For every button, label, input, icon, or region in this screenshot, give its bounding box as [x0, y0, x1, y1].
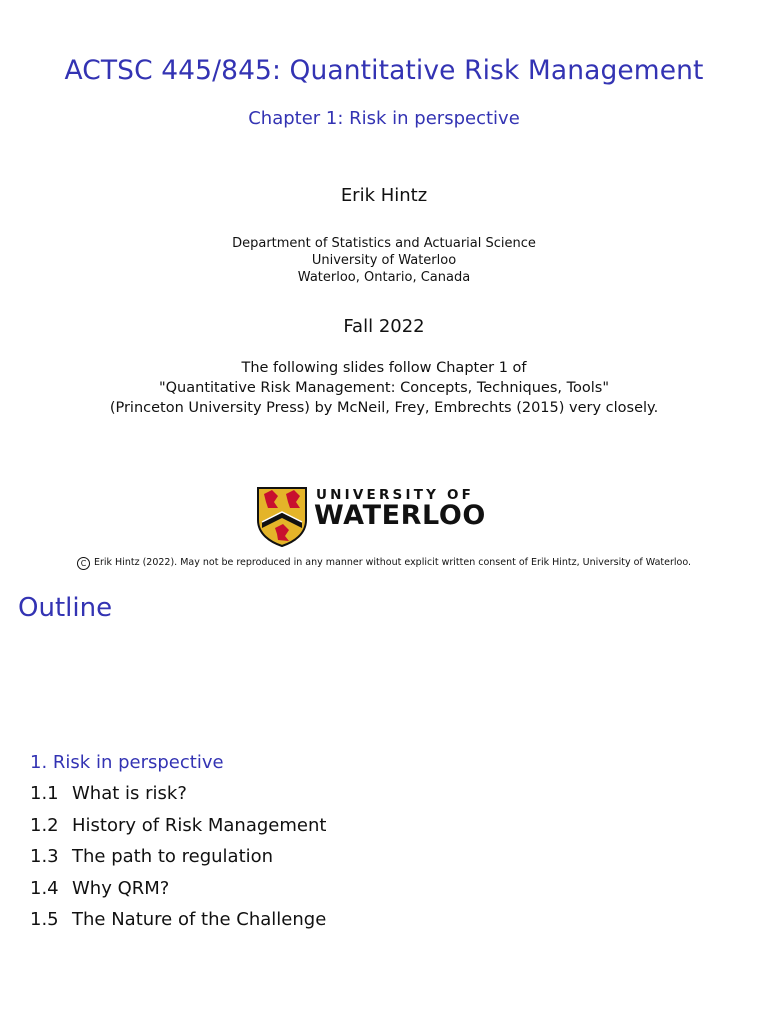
outline-heading: Outline — [18, 593, 113, 623]
source-note-line-1: The following slides follow Chapter 1 of — [241, 360, 527, 376]
toc-item-label: History of Risk Management — [72, 814, 327, 836]
source-note-line-2: "Quantitative Risk Management: Concepts, Techniques, Tools" — [158, 380, 610, 396]
toc-item-number: 1.4 — [30, 877, 59, 899]
toc-item-number: 1.3 — [30, 846, 59, 867]
logo-text-waterloo: WATERLOO — [314, 500, 486, 531]
toc-item-number: 1.2 — [30, 814, 59, 836]
toc-item[interactable] — [30, 846, 326, 878]
toc-item-label: The path to regulation — [72, 846, 274, 867]
institute-line-university: University of Waterloo — [311, 253, 457, 268]
presentation-date: Fall 2022 — [343, 316, 425, 337]
toc-item[interactable] — [30, 909, 326, 941]
toc-item[interactable] — [30, 878, 326, 910]
toc-item-label: The Nature of the Challenge — [72, 909, 327, 930]
toc-item[interactable] — [30, 815, 326, 847]
toc-item-label: Why QRM? — [72, 877, 170, 899]
toc-item[interactable] — [30, 783, 326, 815]
university-logo — [256, 486, 516, 548]
slide-subtitle: Chapter 1: Risk in perspective — [248, 108, 520, 129]
toc-section-label: Risk in perspective — [52, 752, 224, 773]
toc-section-number: 1. — [30, 752, 48, 773]
toc-section[interactable] — [30, 752, 326, 783]
source-note-line-3: (Princeton University Press) by McNeil, Frey, Embrechts (2015) very closely. — [109, 400, 659, 416]
toc-item-label: What is risk? — [72, 783, 187, 804]
copyright-notice — [0, 557, 768, 570]
institute-line-department: Department of Statistics and Actuarial Science — [232, 236, 536, 251]
copyright-text: Erik Hintz (2022). May not be reproduced in any manner without explicit written consent of Erik Hintz, University of Waterloo. — [93, 557, 691, 568]
table-of-contents — [30, 752, 326, 941]
institute-block — [0, 235, 768, 286]
outline-slide — [0, 590, 768, 1024]
copyright-icon: C — [77, 557, 90, 570]
slide-title: ACTSC 445/845: Quantitative Risk Management — [64, 55, 704, 86]
logo-text-university-of: UNIVERSITY OF — [316, 487, 475, 503]
source-note — [0, 358, 768, 418]
toc-item-number: 1.5 — [30, 909, 59, 930]
waterloo-shield-icon — [256, 486, 308, 548]
institute-line-location: Waterloo, Ontario, Canada — [297, 270, 471, 285]
author-name: Erik Hintz — [340, 185, 428, 206]
toc-item-number: 1.1 — [30, 783, 59, 804]
